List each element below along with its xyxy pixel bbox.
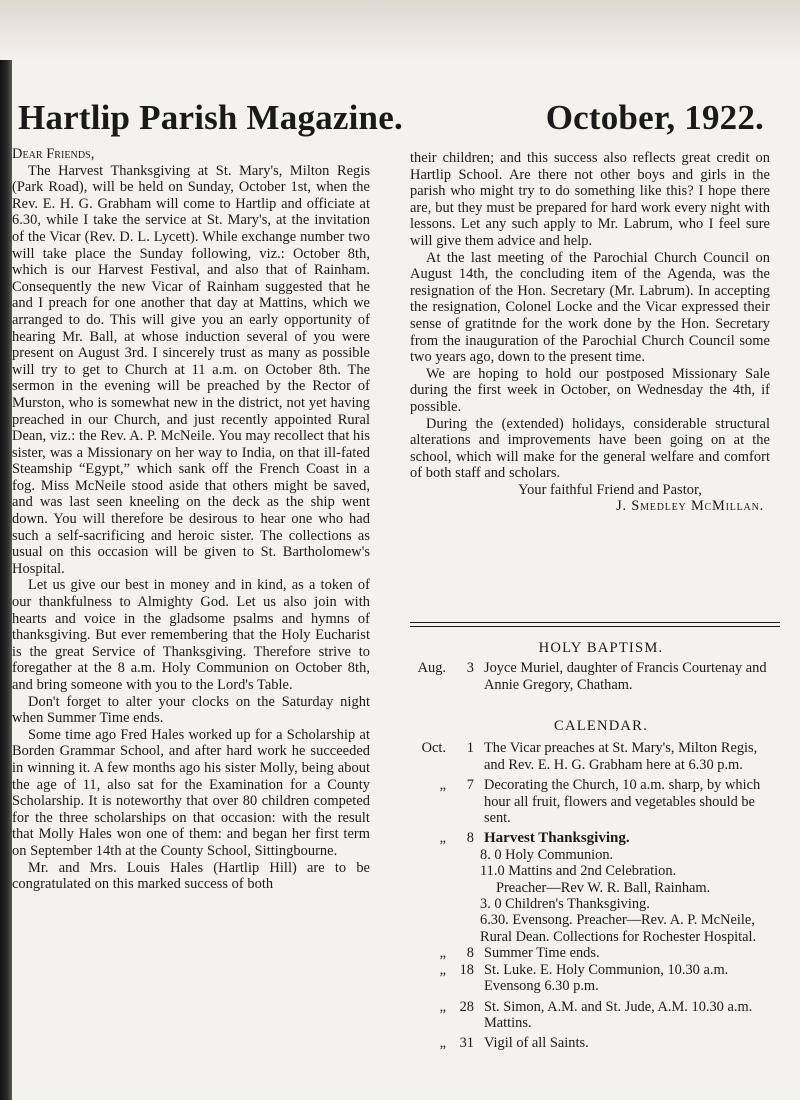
entry-month: Aug. bbox=[417, 660, 446, 677]
calendar-entry bbox=[400, 945, 772, 961]
calendar-entry-harvest bbox=[400, 830, 772, 846]
schedule-line: 8. 0 Holy Communion. bbox=[480, 846, 614, 863]
entry-day: 1 bbox=[466, 740, 474, 757]
calendar-entry bbox=[400, 740, 772, 773]
entry-text: St. Simon, A.M. and St. Jude, A.M. 10.30 a.m. Mattins. bbox=[484, 998, 753, 1031]
entry-month: „ bbox=[439, 777, 446, 794]
entry-day: 7 bbox=[466, 777, 474, 794]
calendar-heading: CALENDAR. bbox=[554, 718, 648, 734]
entry-day: 28 bbox=[459, 998, 474, 1015]
page-top-shading bbox=[0, 0, 800, 60]
calendar-entry bbox=[400, 1035, 772, 1051]
entry-text: Decorating the Church, 10 a.m. sharp, by which hour all fruit, flowers and vegetables should be sent. bbox=[484, 777, 761, 827]
harvest-schedule bbox=[400, 847, 772, 945]
entry-day: 31 bbox=[459, 1035, 474, 1052]
entry-day: 18 bbox=[459, 961, 474, 978]
letter-paragraph: Don't forget to alter your clocks on the Saturday night when Summer Time ends. bbox=[12, 693, 370, 727]
schedule-line: Preacher—Rev W. R. Ball, Rainham. bbox=[496, 879, 711, 896]
calendar-entry bbox=[400, 962, 772, 995]
issue-date: October, 1922. bbox=[545, 98, 764, 137]
magazine-title: Hartlip Parish Magazine. bbox=[18, 98, 403, 137]
entry-month: „ bbox=[439, 998, 446, 1015]
calendar-entry bbox=[400, 999, 772, 1032]
schedule-line: 3. 0 Children's Thanksgiving. bbox=[480, 896, 650, 913]
entry-month: „ bbox=[439, 1035, 446, 1052]
entry-text: St. Luke. E. Holy Communion, 10.30 a.m. Evensong 6.30 p.m. bbox=[484, 961, 729, 995]
entry-day: 8 bbox=[466, 945, 474, 962]
baptism-entry bbox=[400, 660, 772, 693]
calendar-section bbox=[400, 718, 772, 1052]
entry-day: 3 bbox=[466, 660, 474, 677]
entry-text: Joyce Muriel, daughter of Francis Courtenay and Annie Gregory, Chatham. bbox=[484, 660, 767, 693]
baptism-section bbox=[400, 640, 772, 693]
letter-paragraph: Let us give our best in money and in kind, as a token of our thankfulness to Almighty God. Let us also join with hearts and voice in the gladsome psalms and hymns of thanksgiving. But ever remembering that the Holy Eucharist is the great Service of Thanksgiving. Therefore strive to foregather at the 8 a.m. Holy Communion on October 8th, and bring someone with you to the Lord's Table. bbox=[12, 577, 370, 693]
schedule-line: 11.0 Mattins and 2nd Celebration. bbox=[480, 863, 677, 880]
schedule-line: 6.30. Evensong. Preacher—Rev. A. P. McNeile, Rural Dean. Collections for Rochester Hospital. bbox=[480, 912, 757, 945]
entry-day: 8 bbox=[466, 830, 474, 847]
closing-line: Your faithful Friend and Pastor, bbox=[518, 481, 702, 498]
entry-text: Harvest Thanksgiving. bbox=[484, 830, 630, 847]
section-divider-bottom bbox=[410, 626, 780, 627]
letter-paragraph: Some time ago Fred Hales worked up for a Scholarship at Borden Grammar School, and after hard work he succeeded in winning it. A few months ago his sister Molly, being about the age of 11, also sat for the Examination for a County Scholarship. It is noteworthy that over 80 children competed for the three scholarships on that occasion: with the result that Molly Hales won one of them: and began her first term on September 14th at the County School, Sittingbourne. bbox=[12, 726, 370, 859]
signature: J. Smedley McMillan. bbox=[616, 498, 764, 515]
letter-paragraph: At the last meeting of the Parochial Church Council on August 14th, the concluding item of the Agenda, was the resignation of the Hon. Secretary (Mr. Labrum). In accepting the resignation, Colonel Locke and the Vicar expressed their sense of gratitnde for the work done by the Hon. Secretary from the inauguration of the Parochial Church Council some two years ago, down to the present time. bbox=[410, 249, 770, 366]
letter-paragraph: During the (extended) holidays, considerable structural alterations and improvements have been going on at the school, which will make for the general welfare and comfort of both staff and scholars. bbox=[410, 415, 770, 482]
entry-text: Summer Time ends. bbox=[484, 945, 600, 962]
entry-text: The Vicar preaches at St. Mary's, Milton Regis, and Rev. E. H. G. Grabham here at 6.30 p.m. bbox=[484, 740, 758, 773]
entry-month: Oct. bbox=[421, 740, 446, 757]
entry-text: Vigil of all Saints. bbox=[484, 1035, 589, 1052]
letter-right-column bbox=[410, 150, 770, 515]
letter-paragraph: their children; and this success also reflects great credit on Hartlip School. Are there not other boys and girls in the parish who might try to do something like this? I hope there are, but they must be prepared for hard work every night with lessons. Let any such apply to Mr. Labrum, who I feel sure will give them advice and help. bbox=[410, 150, 770, 249]
letter-paragraph: The Harvest Thanksgiving at St. Mary's, Milton Regis (Park Road), will be held on Sunday, October 1st, when the Rev. E. H. G. Grabham will come to Hartlip and officiate at 6.30, while I take the service at St. Mary's, at the invitation of the Vicar (Rev. D. L. Lycett). While exchange number two will take place the Sunday following, viz.: October 8th, which is our Harvest Festival, and also that of Rainham. Consequently the new Vicar of Rainham suggested that he and I preach for one another that day at Mattins, which we arranged to do. This will give you an early opportunity of hearing Mr. Ball, at whose induction several of you were present on August 3rd. I sincerely trust as many as possible will try to get to Church at 11 a.m. on October 8th. The sermon in the evening will be preached by the Rector of Murston, who is somewhat new in the district, not yet having preached in our Church, and just recently appointed Rural Dean, viz.: the Rev. A. P. McNeile. You may recollect that his sister, was a Missionary on her way to India, on that ill-fated Steamship “Egypt,” which sank off the French Coast in a fog. Miss McNeile stood aside that others might be saved, and was last seen kneeling on the deck as the ship went down. You will therefore be desirous to hear one who had such a self-sacrificing and heroic sister. The collections as usual on this occasion will be given to St. Bartholomew's Hospital. bbox=[12, 162, 370, 577]
section-divider-top bbox=[410, 622, 780, 623]
entry-month: „ bbox=[439, 961, 446, 978]
salutation: Dear Friends, bbox=[12, 146, 95, 162]
letter-left-column bbox=[12, 146, 370, 893]
calendar-entry bbox=[400, 777, 772, 826]
entry-month: „ bbox=[439, 830, 446, 847]
letter-paragraph: Mr. and Mrs. Louis Hales (Hartlip Hill) are to be congratulated on this marked success of both bbox=[12, 859, 370, 893]
book-spine-shadow bbox=[0, 0, 12, 1100]
baptism-heading: HOLY BAPTISM. bbox=[538, 640, 664, 656]
letter-paragraph: We are hoping to hold our postposed Missionary Sale during the first week in October, on Wednesday the 4th, if possible. bbox=[410, 365, 770, 415]
entry-month: „ bbox=[439, 945, 446, 962]
masthead bbox=[18, 96, 788, 140]
